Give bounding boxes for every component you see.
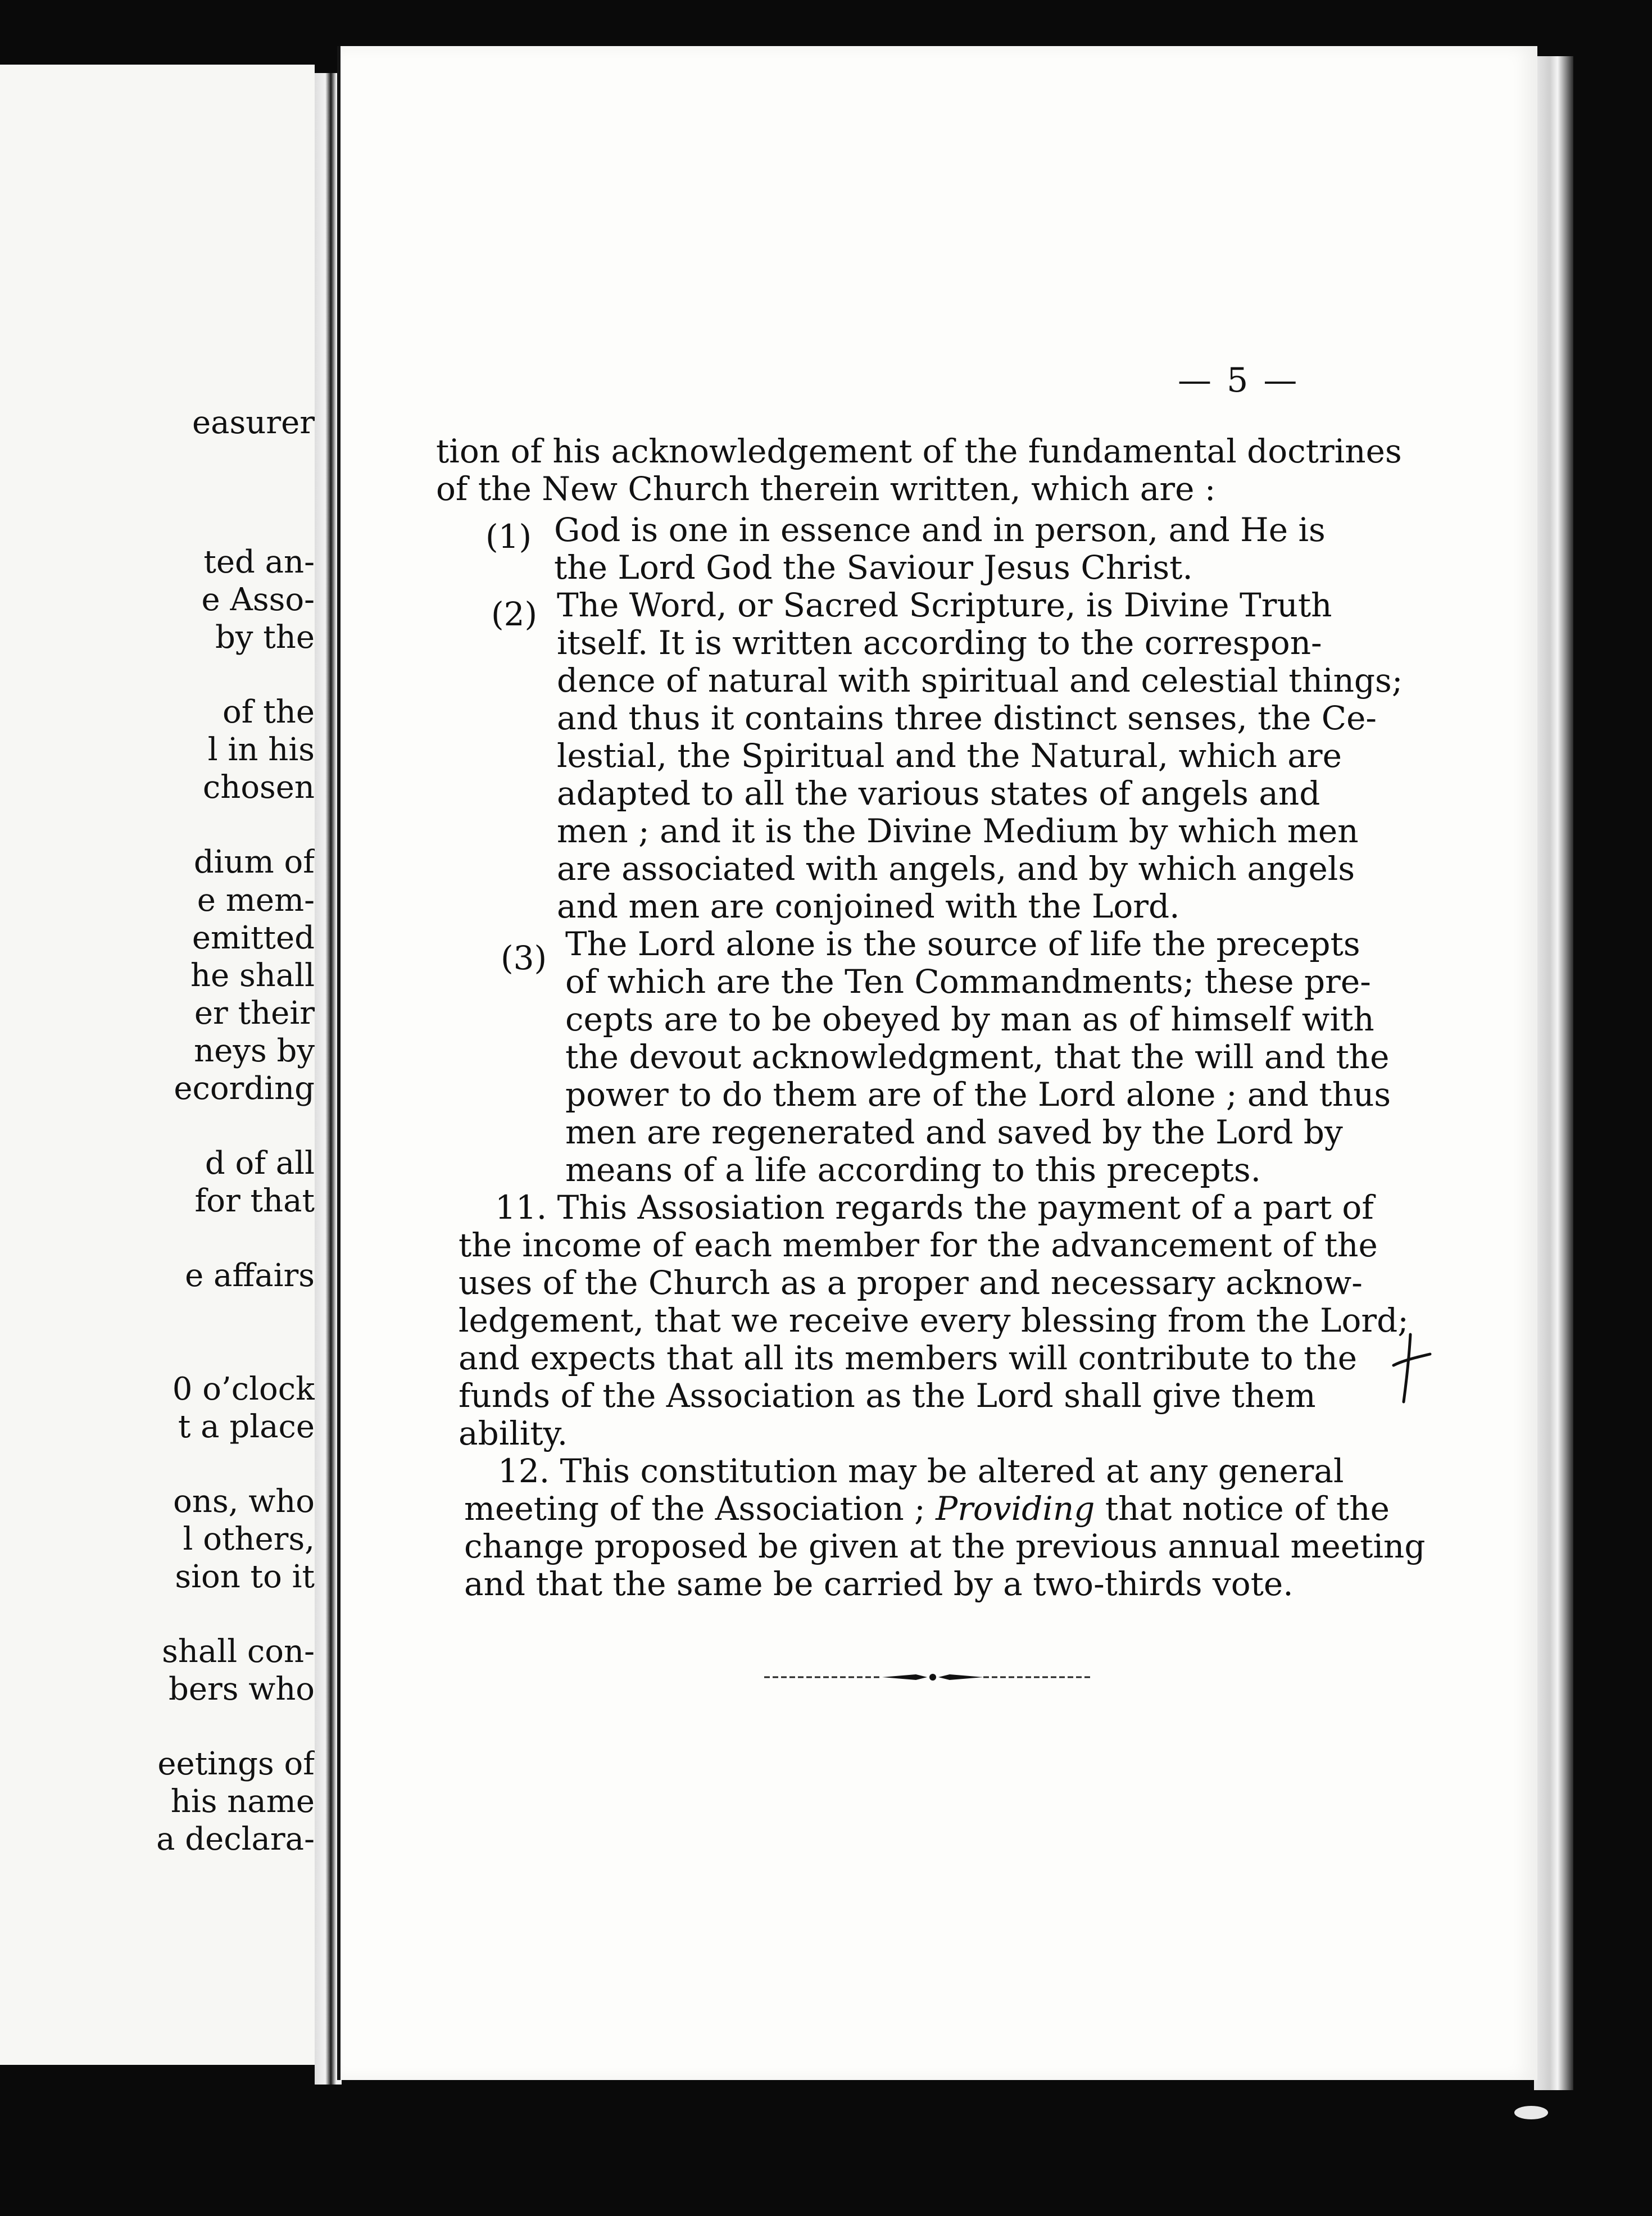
facing-page-left <box>0 65 315 2065</box>
left-page-line: he shall <box>190 957 315 994</box>
left-page-line: er their <box>194 995 315 1032</box>
text-line: uses of the Church as a proper and necessary acknow- <box>459 1264 1363 1302</box>
text-line: of the New Church therein written, which are : <box>436 470 1216 508</box>
left-page-line: by the <box>215 619 315 656</box>
text-line: power to do them are of the Lord alone ; and thus <box>565 1075 1391 1114</box>
text-line: The Word, or Sacred Scripture, is Divine Truth <box>557 586 1332 624</box>
left-page-line: a declara- <box>156 1821 315 1858</box>
main-page-right <box>337 46 1537 2080</box>
doctrine-number: (1) <box>485 517 532 556</box>
left-page-line: dium of <box>193 844 315 880</box>
left-page-line: easurer <box>192 405 315 441</box>
text-line: funds of the Association as the Lord shall give them <box>459 1377 1316 1415</box>
text-line: men ; and it is the Divine Medium by which men <box>557 812 1359 850</box>
text-line: lestial, the Spiritual and the Natural, which are <box>557 737 1342 775</box>
page-number: — 5 — <box>1178 361 1300 400</box>
left-page-line: chosen <box>202 769 315 806</box>
text-run: that notice of the <box>1095 1490 1390 1528</box>
left-page-line: d of all <box>205 1145 315 1182</box>
text-line: the income of each member for the advancement of the <box>459 1226 1378 1264</box>
text-line <box>464 1491 1390 1526</box>
text-line: of which are the Ten Commandments; these pre- <box>565 962 1371 1001</box>
page-edge-shadow <box>1534 56 1573 2090</box>
text-line: God is one in essence and in person, and He is <box>554 511 1326 549</box>
text-line: itself. It is written according to the correspon- <box>557 624 1322 662</box>
text-line: and thus it contains three distinct senses, the Ce- <box>557 699 1377 737</box>
text-line: change proposed be given at the previous annual meeting <box>464 1527 1426 1565</box>
text-line: and men are conjoined with the Lord. <box>557 887 1180 925</box>
doctrine-number: (2) <box>491 595 538 633</box>
text-line: means of a life according to this precepts. <box>565 1151 1261 1189</box>
scan-smudge <box>1512 2101 1551 2124</box>
text-line: The Lord alone is the source of life the precepts <box>565 925 1360 963</box>
left-page-line: for that <box>194 1183 315 1219</box>
text-line: ledgement, that we receive every blessing from the Lord; <box>459 1301 1409 1339</box>
left-page-line: neys by <box>194 1033 315 1069</box>
text-line: men are regenerated and saved by the Lord by <box>565 1113 1343 1151</box>
doctrine-number: (3) <box>501 939 547 977</box>
text-line: the Lord God the Saviour Jesus Christ. <box>554 548 1193 587</box>
left-page-line: e affairs <box>185 1257 315 1294</box>
left-page-line: ecording <box>174 1070 315 1107</box>
left-page-line: sion to it <box>175 1559 315 1595</box>
left-page-line: his name <box>170 1783 315 1820</box>
text-line: 12. This constitution may be altered at any general <box>498 1452 1344 1490</box>
left-page-line: emitted <box>192 920 315 956</box>
left-page-line: l in his <box>207 732 315 768</box>
left-page-line: shall con- <box>162 1633 315 1670</box>
italic-text: Providing <box>936 1490 1095 1528</box>
left-page-line: e mem- <box>197 882 315 919</box>
text-line: and that the same be carried by a two-thirds vote. <box>464 1565 1294 1603</box>
text-line: adapted to all the various states of angels and <box>557 774 1320 812</box>
text-run: meeting of the Association ; <box>464 1490 936 1528</box>
text-line: tion of his acknowledgement of the fundamental doctrines <box>436 432 1402 470</box>
text-line: 11. This Assosiation regards the payment of a part of <box>495 1188 1374 1227</box>
left-page-line: e Asso- <box>201 582 315 618</box>
left-page-line: ted an- <box>203 544 315 580</box>
left-page-line: eetings of <box>157 1746 315 1782</box>
left-page-line: of the <box>223 694 315 730</box>
left-page-line: l others, <box>183 1521 315 1557</box>
left-page-line: bers who <box>168 1671 315 1708</box>
left-page-line: ons, who <box>173 1483 315 1520</box>
left-page-line: 0 o’clock <box>172 1371 315 1407</box>
text-line: the devout acknowledgment, that the will and the <box>565 1038 1390 1076</box>
text-line: cepts are to be obeyed by man as of himself with <box>565 1000 1374 1038</box>
text-line: are associated with angels, and by which angels <box>557 850 1355 888</box>
ornament-divider <box>764 1669 1090 1686</box>
text-line: dence of natural with spiritual and celestial things; <box>557 661 1403 700</box>
text-line: and expects that all its members will contribute to the <box>459 1339 1358 1377</box>
text-line: ability. <box>459 1414 568 1452</box>
handwritten-mark <box>1388 1332 1433 1405</box>
left-page-line: t a place <box>178 1409 315 1445</box>
